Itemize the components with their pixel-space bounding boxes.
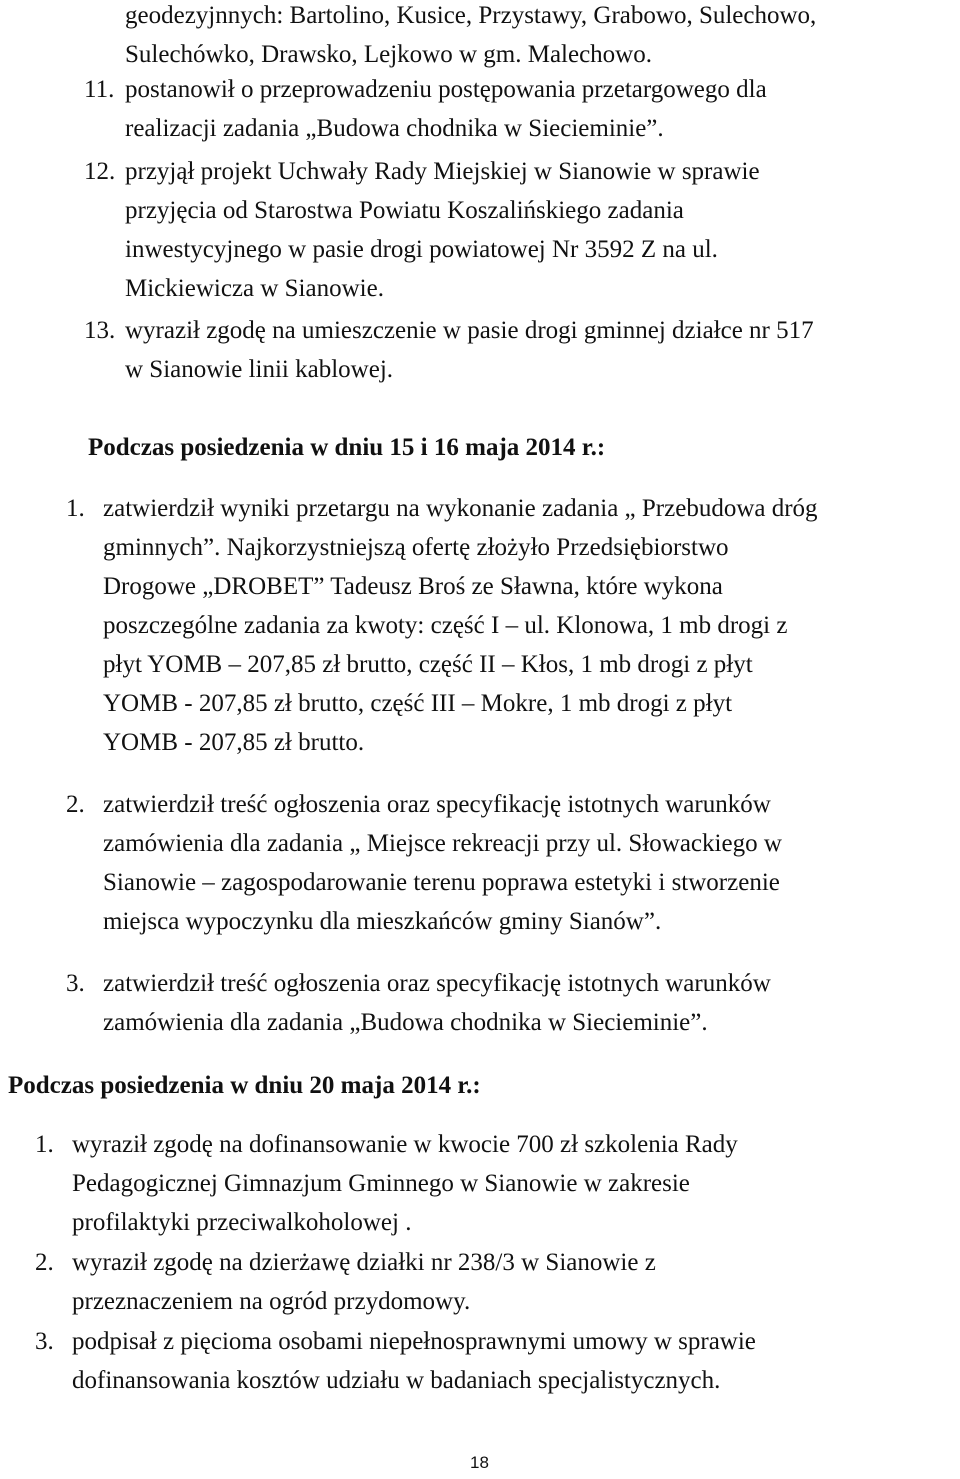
text-line: Sianowie – zagospodarowanie terenu poprawa estetyki i stworzenie	[103, 869, 780, 896]
text-line: poszczególne zadania za kwoty: część I – ul. Klonowa, 1 mb drogi z	[103, 612, 788, 639]
list-item-2-may-20	[35, 1243, 656, 1321]
text-line: geodezyjnnych: Bartolino, Kusice, Przystawy, Grabowo, Sulechowo,	[125, 2, 817, 29]
text-line: podpisał z pięcioma osobami niepełnosprawnymi umowy w sprawie	[72, 1328, 756, 1355]
text-line: wyraził zgodę na umieszczenie w pasie drogi gminnej działce nr 517	[125, 317, 814, 344]
text-line: wyraził zgodę na dzierżawę działki nr 238/3 w Sianowie z	[72, 1249, 656, 1276]
list-item-12	[84, 152, 760, 308]
text-line: inwestycyjnego w pasie drogi powiatowej Nr 3592 Z na ul.	[125, 236, 718, 263]
list-number: 11.	[84, 76, 115, 103]
list-item-1-may-20	[35, 1125, 738, 1242]
section-heading-15-16-may: Podczas posiedzenia w dniu 15 i 16 maja 2014 r.:	[88, 434, 606, 461]
list-number: 2.	[35, 1249, 54, 1276]
text-line: przyjął projekt Uchwały Rady Miejskiej w Sianowie w sprawie	[125, 158, 760, 185]
list-number: 13.	[84, 317, 116, 344]
list-number: 3.	[66, 970, 85, 997]
list-item-3-may-20	[35, 1322, 756, 1400]
list-item-13	[84, 311, 814, 389]
list-number: 2.	[66, 791, 85, 818]
text-line: zamówienia dla zadania „Budowa chodnika w Siecieminie”.	[103, 1009, 708, 1036]
text-line: realizacji zadania „Budowa chodnika w Siecieminie”.	[125, 115, 664, 142]
text-line: YOMB - 207,85 zł brutto, część III – Mokre, 1 mb drogi z płyt	[103, 690, 733, 717]
list-item-1-may-15	[66, 489, 818, 762]
text-line: postanowił o przeprowadzeniu postępowania przetargowego dla	[125, 76, 767, 103]
text-line: profilaktyki przeciwalkoholowej .	[72, 1209, 412, 1236]
text-line: Pedagogicznej Gimnazjum Gminnego w Sianowie w zakresie	[72, 1170, 690, 1197]
text-line: przyjęcia od Starostwa Powiatu Koszalińskiego zadania	[125, 197, 684, 224]
item-10-continuation	[125, 0, 816, 74]
text-line: miejsca wypoczynku dla mieszkańców gminy Sianów”.	[103, 908, 662, 935]
text-line: Drogowe „DROBET” Tadeusz Broś ze Sławna, które wykona	[103, 573, 723, 600]
list-item-2-may-15	[66, 785, 782, 941]
list-number: 12.	[84, 158, 116, 185]
text-line: Sulechówko, Drawsko, Lejkowo w gm. Malechowo.	[125, 41, 652, 68]
list-item-3-may-15	[66, 964, 771, 1042]
text-line: zatwierdził wyniki przetargu na wykonanie zadania „ Przebudowa dróg	[103, 495, 818, 522]
page-number: 18	[470, 1453, 489, 1472]
text-line: w Sianowie linii kablowej.	[125, 356, 394, 383]
text-line: zatwierdził treść ogłoszenia oraz specyfikację istotnych warunków	[103, 970, 771, 997]
text-line: dofinansowania kosztów udziału w badaniach specjalistycznych.	[72, 1367, 721, 1394]
text-line: Mickiewicza w Sianowie.	[125, 275, 384, 302]
list-item-11	[84, 70, 767, 148]
text-line: wyraził zgodę na dofinansowanie w kwocie 700 zł szkolenia Rady	[72, 1131, 738, 1158]
text-line: zamówienia dla zadania „ Miejsce rekreacji przy ul. Słowackiego w	[103, 830, 782, 857]
text-line: zatwierdził treść ogłoszenia oraz specyfikację istotnych warunków	[103, 791, 771, 818]
section-heading-20-may: Podczas posiedzenia w dniu 20 maja 2014 r.:	[8, 1072, 481, 1099]
list-number: 1.	[66, 495, 85, 522]
text-line: płyt YOMB – 207,85 zł brutto, część II – Kłos, 1 mb drogi z płyt	[103, 651, 753, 678]
list-number: 1.	[35, 1131, 54, 1158]
text-line: YOMB - 207,85 zł brutto.	[103, 729, 365, 756]
text-line: gminnych”. Najkorzystniejszą ofertę złożyło Przedsiębiorstwo	[103, 534, 729, 561]
list-number: 3.	[35, 1328, 54, 1355]
text-line: przeznaczeniem na ogród przydomowy.	[72, 1288, 471, 1315]
